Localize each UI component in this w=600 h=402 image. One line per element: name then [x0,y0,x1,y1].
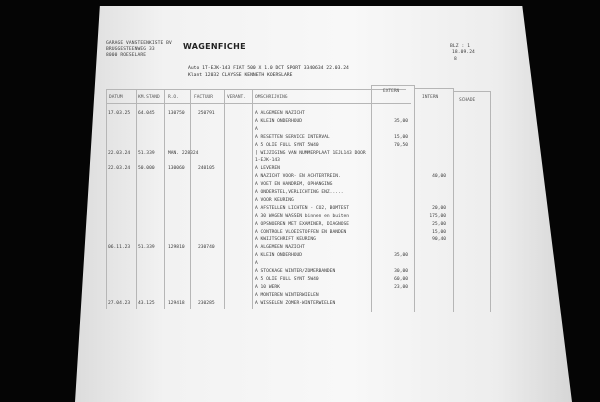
print-date: 18.09.24 [452,50,475,55]
row-description: A KLEIN ONDERHOUD [255,118,303,124]
row-description: A CONTROLE VLOEISTOFFEN EN BANDEN [255,229,347,235]
row-description: A KWIJTSCHRIFT KEURING [255,237,316,243]
vehicle-line: Auto 1T-EJK-143 FIAT 500 X 1.0 DCT SPORT 3340634 22.03.24 [188,66,349,71]
row-km: 51.339 [138,245,155,251]
row-description: A WISSELEN ZOMER-WINTERWIELEN [255,300,336,306]
row-description: A [255,126,258,132]
row-description: A LEVEREN [255,166,280,172]
row-description: A MONTEREN WINTERWIELEN [255,292,319,298]
row-description: A VOET EN HANDREM, OPHANGING [255,182,333,188]
row-factuur: 230740 [198,245,215,251]
col-factuur: FACTUUR [194,95,213,100]
garage-city: 8000 ROESELARE [106,53,147,58]
row-extern-amount: 15,00 [394,134,408,140]
row-description: A KLEIN ONDERHOUD [255,253,303,259]
document-title: WAGENFICHE [183,42,246,51]
row-date: 22.03.24 [108,150,131,156]
row-intern-amount: 175,00 [429,213,446,219]
col-omschrijving: OMSCHRIJVING [255,95,288,100]
row-factuur: 240105 [198,166,215,172]
page-number: BLZ : 1 [450,44,471,49]
row-ro: 130750 [168,111,185,116]
garage-street: BRUGGESTEENWEG 33 [106,47,155,52]
row-ro: 129418 [168,300,185,306]
row-description: A 5 OLIE FULL SYNT 5W40 [255,142,319,148]
row-date: 22.03.24 [108,166,131,172]
row-ro: 130060 [168,166,185,172]
row-date: 06.11.23 [108,245,131,251]
row-description: A ALGEMEEN NAZICHT [255,245,305,251]
row-extern-amount: 70,50 [394,142,408,148]
col-extern: EXTERN [383,89,400,94]
row-ro: 129810 [168,245,185,251]
row-extern-amount: 35,00 [394,253,408,259]
row-intern-amount: 20,00 [432,205,446,211]
client-line: Klant 12032 CLAYSSE KENNETH KOERSLARE [188,73,293,78]
garage-name: GARAGE VANSTEENKISTE BV [106,41,172,46]
row-factuur: 230285 [198,300,215,306]
row-description: A STOCKAGE WINTER/ZOMERBANDEN [255,269,336,274]
row-date: 27.04.23 [108,300,131,306]
row-description: A NAZICHT VOOR- EN ACHTERTREIN. [255,174,341,180]
row-description: A [255,261,258,267]
row-description: A 10 WERK [255,284,280,290]
page-code: 8 [454,57,457,62]
col-verant: VERANT. [227,95,246,100]
row-intern-amount: 25,00 [432,221,446,227]
row-factuur: 250791 [198,111,215,116]
row-description: A VOOR KEURING [255,197,294,203]
row-extern-amount: 23,00 [394,284,408,290]
row-extern-amount: 60,00 [394,276,408,282]
row-km: 51.339 [138,150,155,156]
row-description: A AFSTELLEN LICHTEN - CO2, BOMTEST [255,205,350,211]
row-extern-amount: 30,00 [394,269,408,274]
row-description: 1-EJK-143 [255,158,280,164]
col-km: KM.STAND [138,95,160,100]
col-ro: R.O. [168,95,179,100]
col-schade: SCHADE [459,98,476,103]
row-description: A RESETTEN SERVICE INTERVAL [255,134,330,140]
row-intern-amount: 90,40 [432,237,446,243]
row-description: A ONDERSTEL,VERLICHTING ENZ..... [255,190,344,195]
row-description: A 5 OLIE FULL SYNT 5W40 [255,276,319,282]
schade-column-box [453,91,491,312]
intern-column-box [414,88,454,312]
row-description: A OPSNOEREN MET EXAMINER, DIAGNOSE [255,221,350,227]
row-description: A ALGEMEEN NAZICHT [255,111,305,116]
col-datum: DATUM [109,95,123,100]
row-description: A 30 WAGEN WASSEN binnen en buiten [255,213,350,219]
row-intern-amount: 15,00 [432,229,446,235]
history-table [106,89,490,311]
row-intern-amount: 40,00 [432,174,446,180]
col-intern: INTERN [422,95,439,100]
row-km: 43.125 [138,300,155,306]
row-ro: MAN. 228324 [168,150,199,156]
row-date: 17.03.25 [108,111,131,116]
row-km: 64.045 [138,111,155,116]
row-extern-amount: 35,00 [394,118,408,124]
row-description: [ WIJZIGING VAN NUMMERPLAAT 1EJL143 DOOR [255,150,366,156]
row-km: 50.000 [138,166,155,172]
